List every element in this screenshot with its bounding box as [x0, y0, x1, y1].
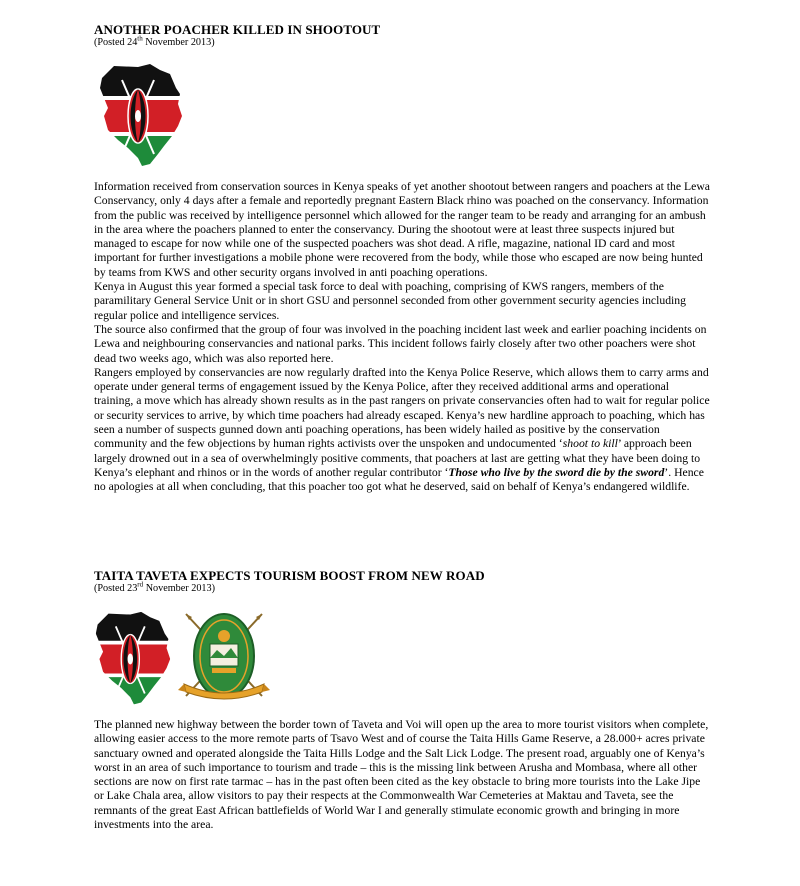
article-taita-taveta-road: [94, 568, 710, 595]
article-2-headline: TAITA TAVETA EXPECTS TOURISM BOOST FROM NEW ROAD: [94, 568, 485, 583]
article-2-text: [94, 718, 710, 832]
kenya-flag-map-svg: [98, 64, 184, 168]
article-1-posted-date: (Posted 24th November 2013): [94, 34, 215, 48]
article-1-paragraph-2: Kenya in August this year formed a special task force to deal with poaching, comprising of KWS rangers, members of the paramilitary General Service Unit or in short GSU and personnel seconded from other government security agencies including regular police and intelligence services.: [94, 280, 686, 322]
article-2-posted-date: (Posted 23rd November 2013): [94, 580, 216, 594]
article-1-text: [94, 180, 710, 495]
kenya-flag-map-icon: [94, 610, 172, 710]
article-poacher-shootout: [94, 22, 710, 49]
article-1-paragraph-4: Rangers employed by conservancies are now regularly drafted into the Kenya Police Reserve, which allows them to carry arms and operate under general terms of engagement issued by the Kenya Police, after they received additional arms and operational training, a move which has already shown results as in the past rangers on private conservancies often had to wait for regular police or security services to arrive, by which time poachers had already escaped. Kenya’s new hardline approach to poaching, which has seen a number of suspects gunned down anti poaching operations, has been widely hailed as positive by the conservation community and the few objections by human rights activists over the unspoken and undocumented ‘shoot to kill’ approach been largely drowned out in a sea of overwhelmingly positive comments, that poachers at last are getting what they have been doing to Kenya’s elephant and rhinos or in the words of another regular contributor ‘Those who live by the sword die by the sword’. Hence no apologies at all when concluding, that this poacher too got what he deserved, said on behalf of Kenya’s endangered wildlife.: [94, 365, 710, 494]
article-1-headline: ANOTHER POACHER KILLED IN SHOOTOUT: [94, 22, 381, 37]
article-2-body: [94, 718, 710, 832]
sword-quote: Those who live by the sword die by the sword: [448, 465, 665, 479]
taita-taveta-county-seal-icon: [176, 606, 272, 702]
article-1-body: [94, 180, 710, 495]
kenya-flag-map-svg-2: [94, 610, 172, 708]
article-2-images: [94, 606, 272, 710]
article-1-paragraph-1: Information received from conservation sources in Kenya speaks of yet another shootout between rangers and poachers at the Lewa Conservancy, only 4 days after a female and reportedly pregnant Eastern Black rhino was poached on the conservancy. Information from the public was received by intelligence personnel which allowed for the ranger team to be ready and arranging for an ambush in the area where the poachers planned to enter the conservancy. During the shootout were at least three suspects injured but managed to escape for now while one of the suspected poachers was shot dead. A rifle, magazine, national ID card and most important for further investigations a mobile phone were recovered from the body, while those who escaped are now being hunted by teams from KWS and other security organs involved in anti poaching operations.: [94, 180, 710, 279]
kenya-flag-map-icon: [98, 64, 184, 168]
county-seal-svg: [176, 606, 272, 702]
article-1-paragraph-3: The source also confirmed that the group of four was involved in the poaching incident last week and earlier poaching incidents on Lewa and neighbouring conservancies and national parks. This incident follows fairly closely after two other poachers were shot dead two weeks ago, which was also reported here.: [94, 322, 707, 365]
shoot-to-kill-phrase: shoot to kill: [562, 437, 618, 451]
article-2-paragraph-1: The planned new highway between the border town of Taveta and Voi will open up the area to more tourist visitors when complete, allowing easier access to the more remote parts of Tsavo West and of course the Taita Hills Game Reserve, a 28.000+ acres private sanctuary owned and operated alongside the Taita Hills Lodge and the Salt Lick Lodge. The present road, arguably one of Kenya’s worst in an area of such importance to tourism and trade – this is the missing link between Arusha and Mombasa, where all other sections are now on first rate tarmac – has in the past often been cited as the key obstacle to bring more tourists into the Lake Jipe or Lake Chala area, allow visitors to pay their respects at the Commonwealth War Cemeteries at Maktau and Taveta, see the remnants of the great East African battlefields of World War I and generally stimulate economic growth and bringing in more investments into the area.: [94, 718, 709, 832]
